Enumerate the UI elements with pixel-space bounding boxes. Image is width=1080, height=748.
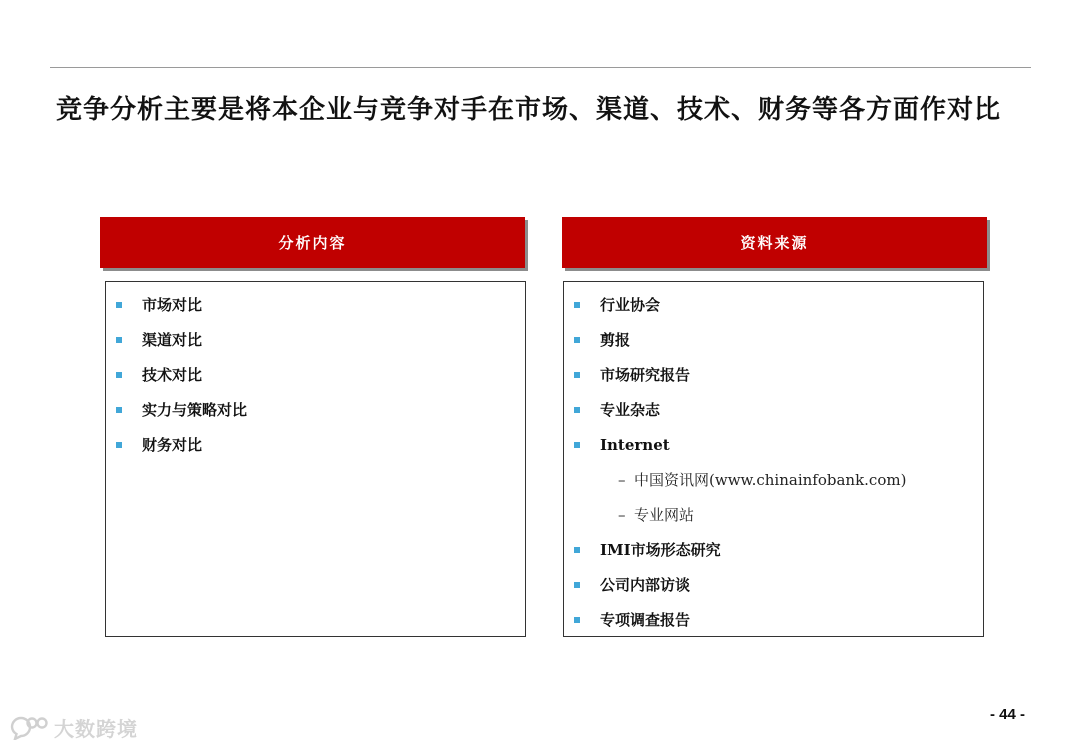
data-sources-header [562,217,987,268]
square-bullet-icon [116,302,122,308]
list-item-text: 财务对比 [142,436,203,454]
list-item-text: 技术对比 [142,366,203,384]
list-item [564,602,983,637]
list-item [564,392,983,427]
list-item-text: 专业杂志 [600,401,661,419]
list-item-text: 行业协会 [600,296,661,314]
analysis-content-list [106,287,525,462]
square-bullet-icon [574,617,580,623]
analysis-content-box [105,281,526,637]
square-bullet-icon [116,372,122,378]
square-bullet-icon [574,337,580,343]
watermark [8,712,138,742]
chat-bubble-logo-icon [8,714,48,740]
square-bullet-icon [574,372,580,378]
sub-list-item-text: 专业网站 [634,506,695,524]
list-item [564,322,983,357]
list-item [106,287,525,322]
list-item [564,427,983,462]
dash-marker: – [618,505,626,524]
list-item-text: 市场对比 [142,296,203,314]
list-item [564,357,983,392]
analysis-content-header-label: 分析内容 [278,234,347,252]
data-sources-list [564,287,983,637]
list-item [564,567,983,602]
analysis-content-header [100,217,525,268]
list-item [564,287,983,322]
list-item-text: 渠道对比 [142,331,203,349]
list-item [106,322,525,357]
square-bullet-icon [116,337,122,343]
list-item-text: 公司内部访谈 [600,576,691,594]
list-item-text: Internet [600,435,670,454]
list-item-text: 剪报 [600,331,631,349]
data-sources-header-label: 资料来源 [740,234,809,252]
page-number: - 44 - [990,706,1026,723]
list-item [106,427,525,462]
list-item-text: 市场研究报告 [600,366,691,384]
square-bullet-icon [574,442,580,448]
sub-list-item [564,462,983,497]
slide-title: 竞争分析主要是将本企业与竞争对手在市场、渠道、技术、财务等各方面作对比 [56,95,1002,125]
square-bullet-icon [116,442,122,448]
square-bullet-icon [574,302,580,308]
list-item-text: 专项调查报告 [600,611,691,629]
list-item-text: IMI市场形态研究 [600,541,721,559]
square-bullet-icon [116,407,122,413]
square-bullet-icon [574,582,580,588]
top-rule [50,67,1031,68]
square-bullet-icon [574,407,580,413]
watermark-text: 大数跨境 [54,716,138,741]
list-item [564,532,983,567]
square-bullet-icon [574,547,580,553]
sub-list-item [564,497,983,532]
dash-marker: – [618,470,626,489]
sub-list-item-text: 中国资讯网(www.chinainfobank.com) [634,471,907,489]
data-sources-box [563,281,984,637]
list-item [106,392,525,427]
list-item-text: 实力与策略对比 [142,401,248,419]
list-item [106,357,525,392]
